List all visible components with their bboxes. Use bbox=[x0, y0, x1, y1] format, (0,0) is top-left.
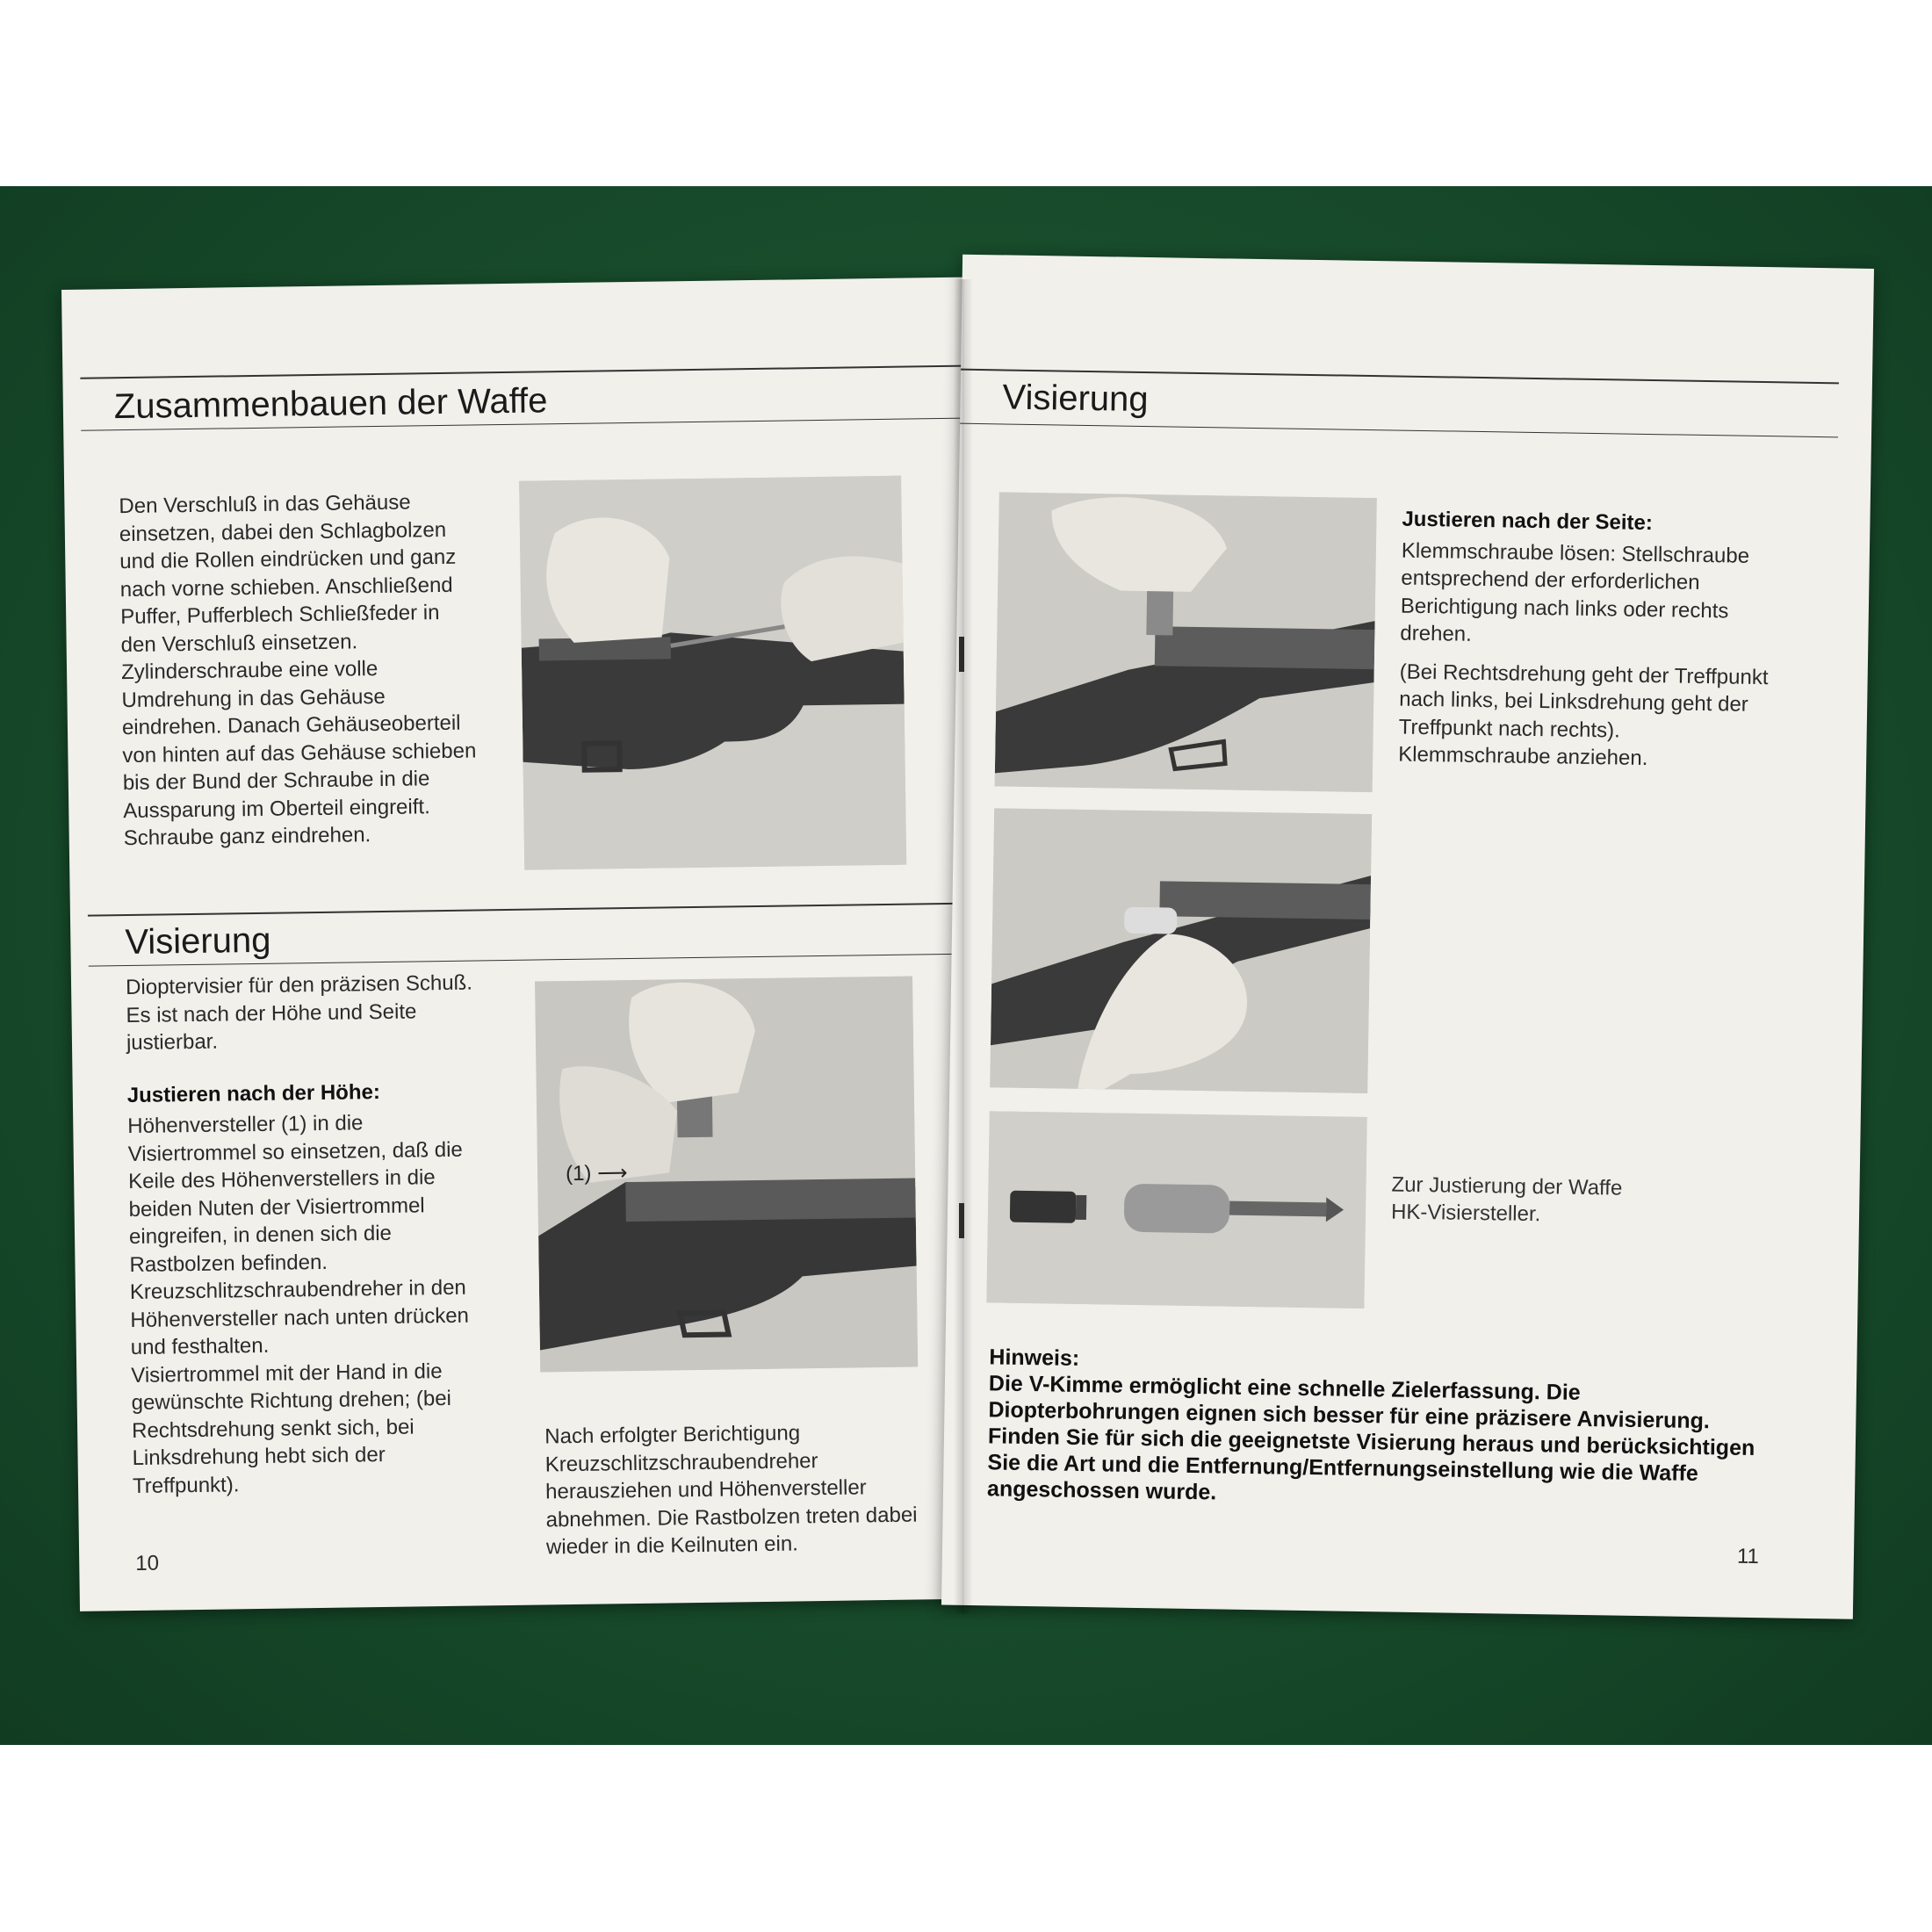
sight-rule-top bbox=[88, 903, 970, 917]
assembly-photo bbox=[519, 476, 906, 870]
hint-label: Hinweis: bbox=[989, 1344, 1080, 1371]
height-text-1: Höhenversteller (1) in die Visiertrommel so einsetzen, daß die Keile des Höhenverstellers in die beiden Nuten der Visiertrommel eingreifen, in denen sich die Rastbolzen befinden. Kreuzschlitzschraubendreher in den Höhenversteller nach unten drücken und festhalten. bbox=[127, 1111, 470, 1360]
tool-caption bbox=[1391, 1171, 1770, 1232]
heading-rule-top bbox=[80, 365, 962, 379]
assembly-heading: Zusammenbauen der Waffe bbox=[113, 381, 548, 427]
sight-heading-right: Visierung bbox=[1002, 378, 1149, 420]
side-note: (Bei Rechtsdrehung geht der Treffpunkt nach links, bei Linksdrehung geht der Treffpunkt nach rechts). Klemmschraube anziehen. bbox=[1398, 660, 1769, 771]
staple-bottom bbox=[959, 1203, 964, 1238]
left-page bbox=[61, 278, 983, 1611]
visiersteller-tool-photo bbox=[986, 1111, 1366, 1308]
staple-top bbox=[959, 637, 964, 672]
tool-caption-line-1: Zur Justierung der Waffe bbox=[1391, 1172, 1623, 1200]
sight-intro: Dioptervisier für den präzisen Schuß. Es ist nach der Höhe und Seite justierbar. bbox=[125, 970, 473, 1056]
sight-heading-left: Visierung bbox=[125, 920, 271, 962]
side-adjust-photo bbox=[995, 492, 1377, 792]
height-text-2: Visiertrommel mit der Hand in die gewünschte Richtung drehen; (bei Rechtsdrehung senkt sich, bei Linksdrehung hebt sich der Treffpunkt). bbox=[131, 1359, 452, 1498]
side-text: Klemmschraube lösen: Stellschraube entsprechend der erforderlichen Berichtigung nach links oder rechts drehen. bbox=[1400, 538, 1750, 646]
callout-1-label: (1) ⟶ bbox=[565, 1161, 628, 1186]
right-page bbox=[941, 255, 1874, 1619]
right-heading-rule-bottom bbox=[960, 423, 1838, 438]
hint-text: Die V-Kimme ermöglicht eine schnelle Zielerfassung. Die Diopterbohrungen eignen sich besser für eine präzisere Anvisierung. Finden Sie für sich die geeignetste Visierung heraus und berücksichtigen Sie die Art und die Entfernung/Entfernungseinstellung wie die Waffe angeschossen wurde. bbox=[986, 1371, 1755, 1505]
page-number-right: 11 bbox=[1736, 1544, 1760, 1569]
after-adjust-text: Nach erfolgter Berichtigung Kreuzschlitzschraubendreher herausziehen und Höhenversteller abnehmen. Die Rastbolzen treten dabei wieder in die Keilnuten ein. bbox=[544, 1421, 918, 1560]
assembly-text: Den Verschluß in das Gehäuse einsetzen, dabei den Schlagbolzen und die Rollen eindrücken und ganz nach vorne schieben. Anschließend Puffer, Pufferblech Schließfeder in den Verschluß einsetzen. Zylinderschraube eine volle Umdrehung in das Gehäuse eindrehen. Danach Gehäuseoberteil von hinten auf das Gehäuse schieben bis der Bund der Schraube in die Aussparung im Oberteil eingreift. Schraube ganz eindrehen. bbox=[119, 490, 477, 851]
booklet-fold bbox=[954, 279, 973, 1614]
tool-caption-line-2: HK-Visiersteller. bbox=[1390, 1200, 1541, 1227]
side-adjust-photo-2 bbox=[990, 808, 1372, 1093]
page-number-left: 10 bbox=[135, 1551, 160, 1575]
sight-column-left bbox=[126, 969, 484, 1510]
hint-block bbox=[987, 1344, 1763, 1514]
side-subhead: Justieren nach der Seite: bbox=[1402, 507, 1654, 536]
height-subhead: Justieren nach der Höhe: bbox=[126, 1079, 381, 1107]
side-adjust-column bbox=[1398, 506, 1780, 785]
